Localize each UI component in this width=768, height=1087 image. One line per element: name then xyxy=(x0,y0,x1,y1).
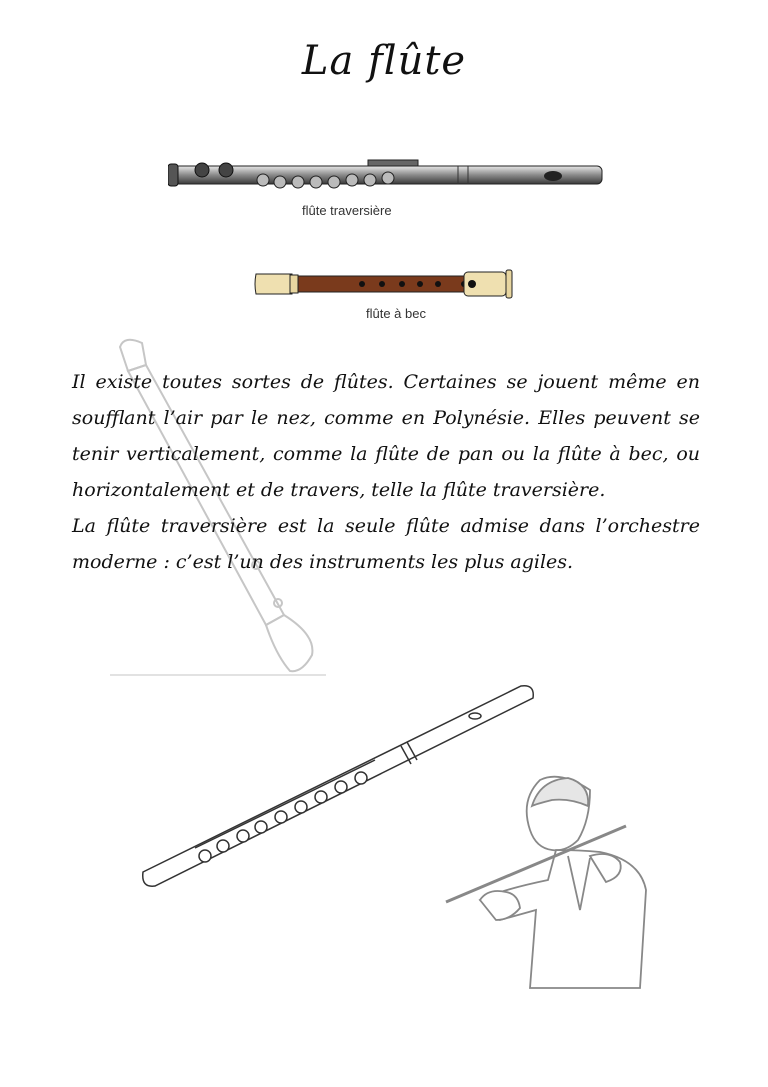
recorder-caption: flûte à bec xyxy=(366,306,426,321)
page-title: La flûte xyxy=(301,38,467,84)
transverse-flute-caption: flûte traversière xyxy=(302,203,392,218)
transverse-flute-icon xyxy=(168,150,608,200)
flute-player-icon xyxy=(440,770,654,990)
recorder-icon xyxy=(252,264,514,304)
paragraph-2: La flûte traversière est la seule flûte admise dans l’orchestre moderne : c’est l’un des instruments les plus agiles. xyxy=(72,515,700,573)
paragraph-1: Il existe toutes sortes de flûtes. Certaines se jouent même en soufflant l’air par le nez, comme en Polynésie. Elles peuvent se tenir verticalement, comme la flûte de pan ou la flûte à bec, ou horizontalement et de travers, telle la flûte traversière. xyxy=(72,371,700,501)
body-text xyxy=(72,364,700,580)
